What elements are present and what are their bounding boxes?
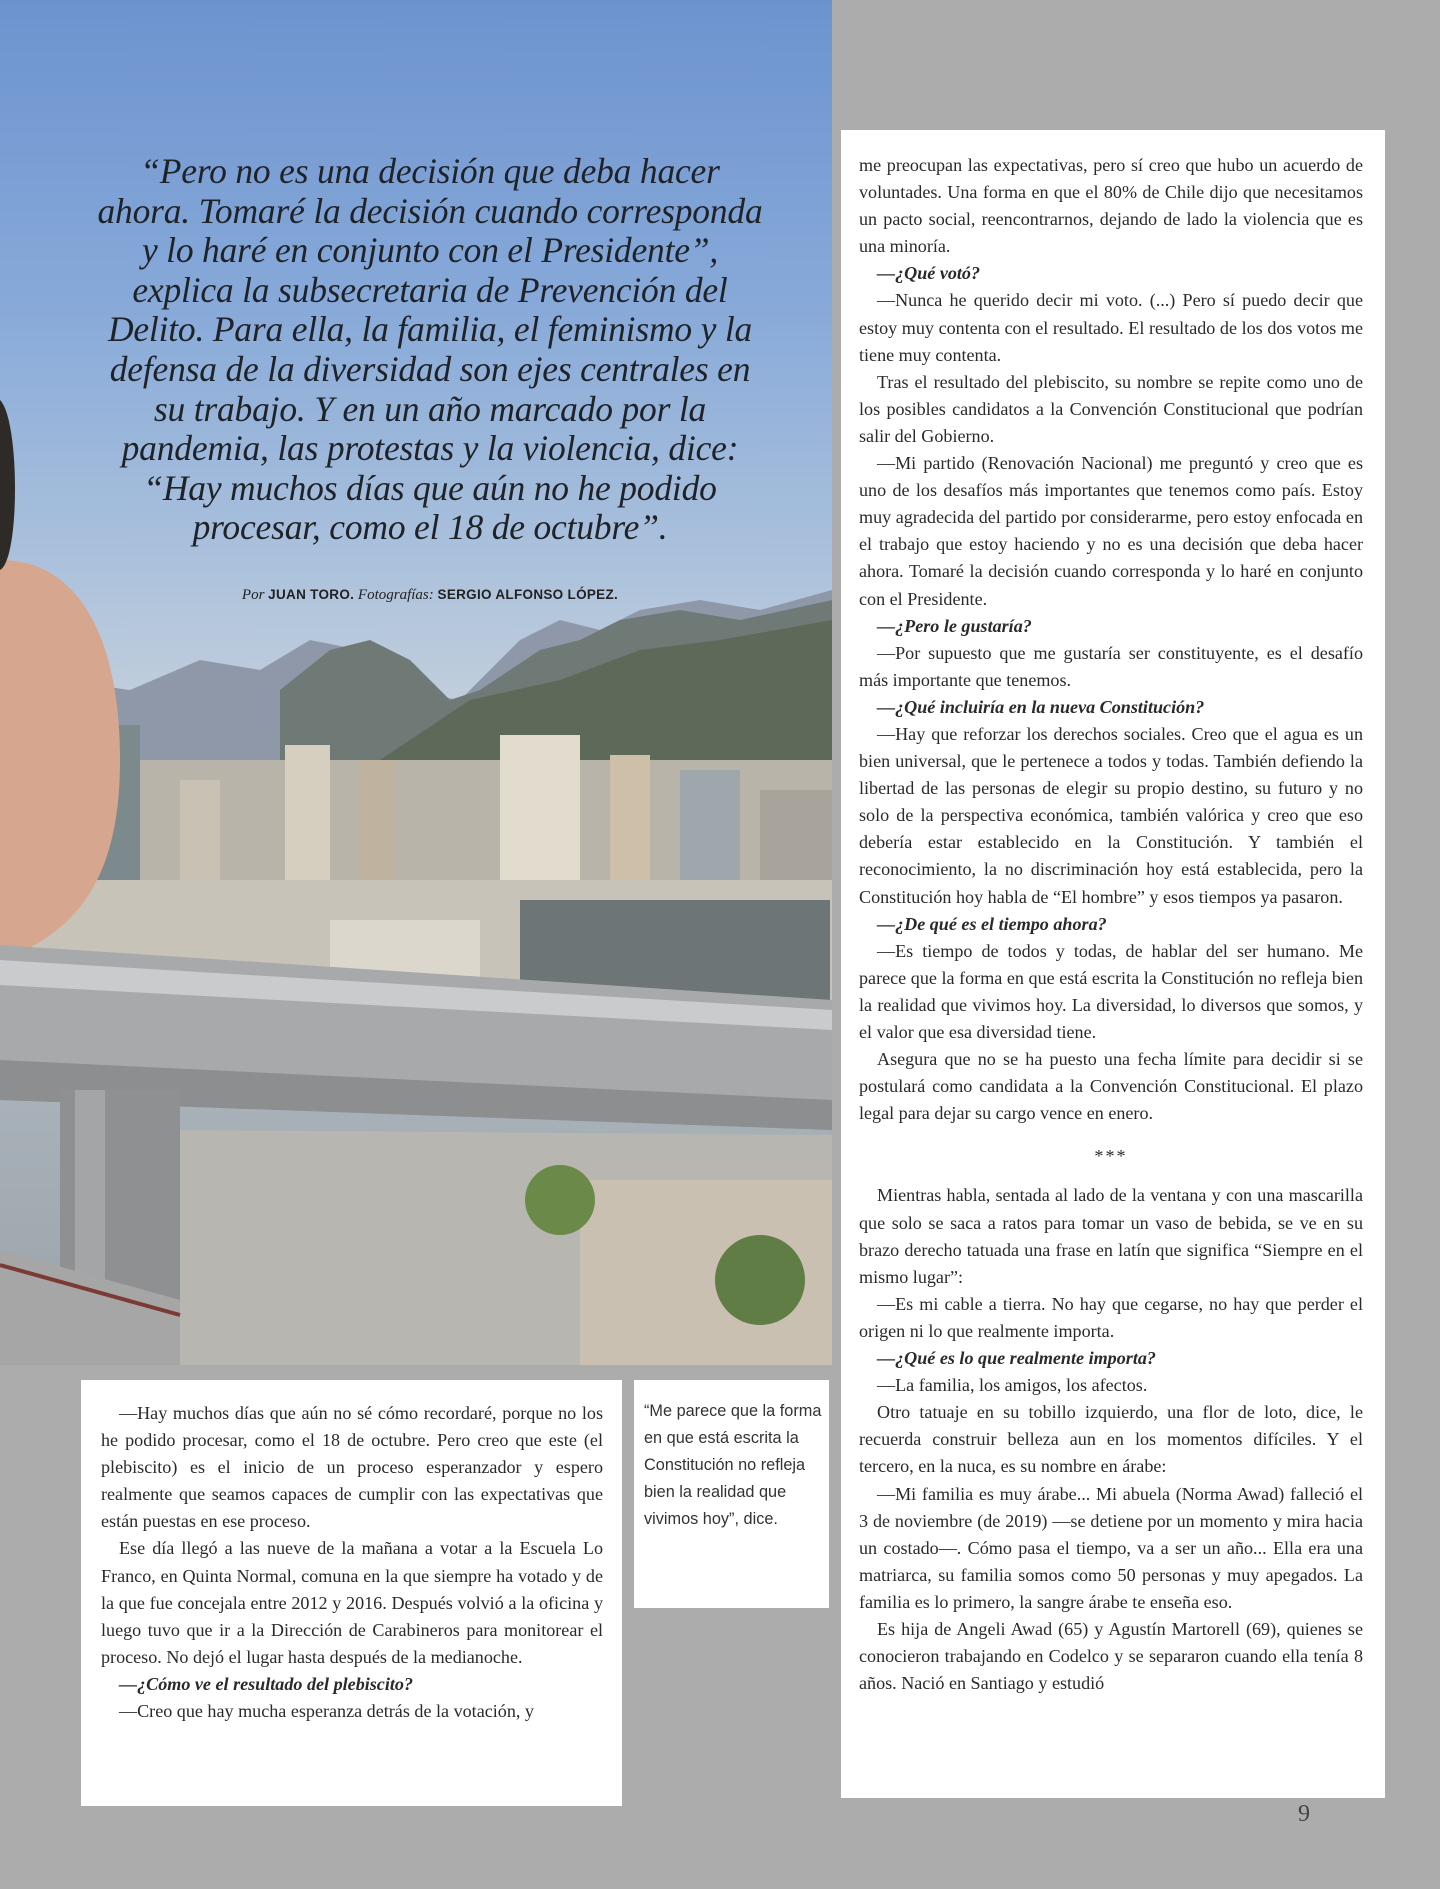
question: —¿Pero le gustaría?: [877, 615, 1032, 636]
paragraph: —Hay que reforzar los derechos sociales. Creo que el agua es un bien universal, que le pertenece a todos y todas. También defiendo la libertad de las personas de elegir su propio destino, su futuro y no solo de la perspectiva económica, también valórica y creo que eso debería estar establecido en la Constitución. Y también el reconocimiento, la no discriminación hoy está establecida, pero la Constitución hoy habla de “El hombre” y esos tiempos ya pasaron.: [859, 723, 1363, 907]
paragraph: Ese día llegó a las nueve de la mañana a votar a la Escuela Lo Franco, en Quinta Normal, comuna en la que siempre ha votado y de la que fue concejala entre 2012 y 2016. Después volvió a la oficina y luego tuvo que ir a la Dirección de Carabineros para monitorear el proceso. No dejó el lugar hasta después de la medianoche.: [101, 1538, 603, 1667]
question: —¿Qué votó?: [877, 263, 981, 284]
author-name: JUAN TORO.: [268, 587, 355, 602]
page-number: 9: [1298, 1801, 1310, 1827]
paragraph: —Mi familia es muy árabe... Mi abuela (Norma Awad) falleció el 3 de noviembre (de 2019) —se detiene por un momento y mira hacia un costado—. Cómo pasa el tiempo, va a ser un año... Ella era una matriarca, su familia somos como 50 personas y muy apegados. La familia es lo primero, la sangre árabe te enseña eso.: [859, 1483, 1363, 1612]
byline-label: Por: [241, 587, 265, 603]
right-column: [859, 152, 1363, 1697]
paragraph: Otro tatuaje en su tobillo izquierdo, una flor de loto, dice, le recuerda construir belleza aun en los momentos difíciles. Y el tercero, en la nuca, es su nombre en árabe:: [859, 1402, 1363, 1477]
paragraph: —Nunca he querido decir mi voto. (...) Pero sí puedo decir que estoy muy contenta con el resultado. El resultado de los dos votos me tiene muy contenta.: [859, 290, 1363, 365]
paragraph: —Mi partido (Renovación Nacional) me preguntó y creo que es uno de los desafíos más importantes que tenemos como país. Estoy muy agradecida del partido por considerarme, pero estoy enfocada en el trabajo que estoy haciendo y no es una decisión que deba hacer ahora. Tomaré la decisión cuando corresponda y lo haré en conjunto con el Presidente.: [859, 453, 1363, 609]
paragraph: —Por supuesto que me gustaría ser constituyente, es el desafío más importante que tenemos.: [859, 642, 1363, 690]
section-divider: ***: [1094, 1146, 1128, 1167]
question: —¿Qué incluiría en la nueva Constitución?: [877, 696, 1205, 717]
right-text-box: [841, 130, 1385, 1798]
paragraph: —Es mi cable a tierra. No hay que cegarse, no hay que perder el origen ni lo que realmente importa.: [859, 1293, 1363, 1341]
byline: [90, 587, 770, 604]
side-quote: “Me parece que la forma en que está escrita la Constitución no refleja bien la realidad que vivimos hoy”, dice.: [644, 1402, 822, 1528]
paragraph: Es hija de Angeli Awad (65) y Agustín Martorell (69), quienes se conocieron trabajando en Codelco y se separaron cuando ella tenía 8 años. Nació en Santiago y estudió: [859, 1618, 1363, 1694]
question: —¿De qué es el tiempo ahora?: [877, 913, 1107, 934]
cover-photo: [0, 0, 832, 1365]
paragraph: —Creo que hay mucha esperanza detrás de la votación, y: [119, 1701, 534, 1722]
side-quote-box: [634, 1380, 829, 1608]
photos-label: Fotografías:: [357, 587, 434, 603]
paragraph: me preocupan las expectativas, pero sí creo que hubo un acuerdo de voluntades. Una forma en que el 80% de Chile dijo que necesitamos un pacto social, reencontrarnos, dejando de lado la violencia que es una minoría.: [859, 155, 1363, 257]
left-text-box: [81, 1380, 622, 1806]
paragraph: Tras el resultado del plebiscito, su nombre se repite como uno de los posibles candidatos a la Convención Constitucional que podrían salir del Gobierno.: [859, 371, 1363, 446]
paragraph: —Es tiempo de todos y todas, de hablar del ser humano. Me parece que la forma en que está escrita la Constitución no refleja bien la realidad que vivimos hoy. La diversidad, lo diversos que somos, y el valor que esa diversidad tiene.: [859, 940, 1363, 1042]
question: —¿Cómo ve el resultado del plebiscito?: [119, 1673, 413, 1694]
paragraph: —Hay muchos días que aún no sé cómo recordaré, porque no los he podido procesar, como el 18 de octubre. Pero creo que este (el plebiscito) es el inicio de un proceso esperanzador y espero realmente que seamos capaces de cumplir con las expectativas que están puestas en ese proceso.: [101, 1403, 603, 1532]
paragraph: Mientras habla, sentada al lado de la ventana y con una mascarilla que solo se saca a ratos para tomar un vaso de bebida, se ve en su brazo derecho tatuada una frase en latín que significa “Siempre en el mismo lugar”:: [859, 1185, 1363, 1287]
paragraph: Asegura que no se ha puesto una fecha límite para decidir si se postulará como candidata a la Convención Constitucional. El plazo legal para dejar su cargo vence en enero.: [859, 1049, 1363, 1124]
photographer-name: SERGIO ALFONSO LÓPEZ.: [437, 587, 619, 602]
left-column: [101, 1400, 603, 1725]
paragraph: —La familia, los amigos, los afectos.: [877, 1375, 1148, 1396]
pull-quote: “Pero no es una decisión que deba hacer ahora. Tomaré la decisión cuando corresponda y lo haré en conjunto con el Presidente”, explica la subsecretaria de Prevención del Delito. Para ella, la familia, el feminismo y la defensa de la diversidad son ejes centrales en su trabajo. Y en un año marcado por la pandemia, las protestas y la violencia, dice: “Hay muchos días que aún no he podido procesar, como el 18 de octubre”.: [97, 151, 763, 548]
question: —¿Qué es lo que realmente importa?: [877, 1348, 1156, 1369]
